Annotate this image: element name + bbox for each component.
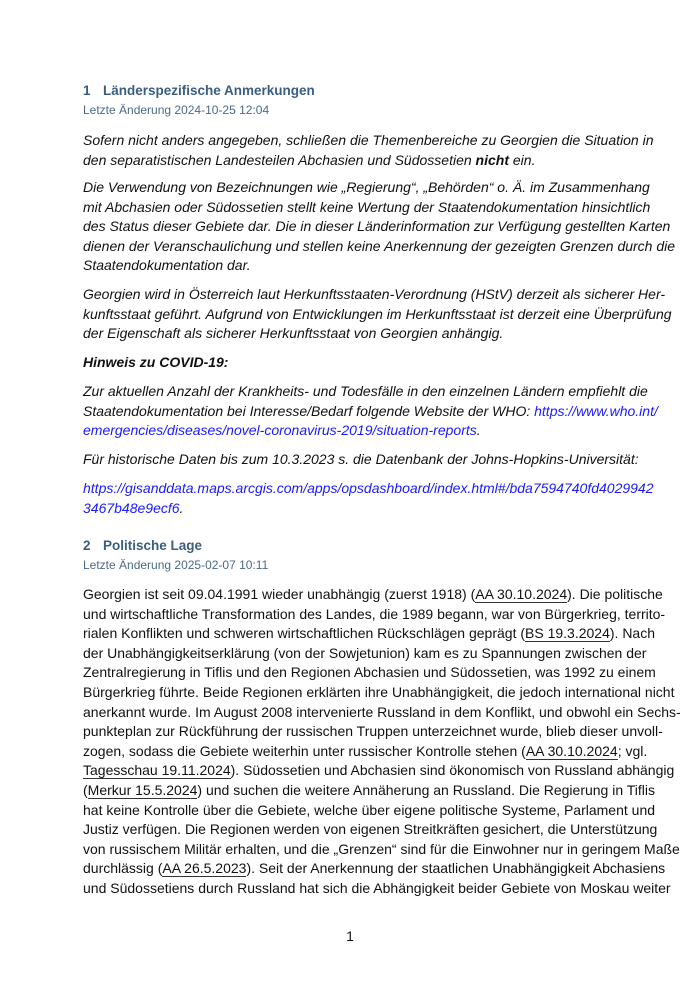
text-segment: ( (83, 781, 88, 798)
hyperlink[interactable]: emergencies/diseases/novel-coronavirus-2019/situation-reports (83, 422, 477, 439)
text-line (83, 499, 616, 519)
text-line (83, 624, 655, 644)
text-line (83, 801, 656, 821)
text-segment: den separatistischen Landesteilen Abchasien und Südossetien (83, 151, 476, 168)
text-line (83, 450, 639, 470)
text-line (83, 479, 654, 499)
text-segment: rialen Konflikten und schweren wirtschaftlichen Rückschlägen geprägt ( (83, 625, 526, 642)
text-segment: Sofern nicht anders angegeben, schließen die Themenbereiche zu Georgien die Situation in (83, 132, 654, 148)
text-line (83, 353, 616, 373)
text-segment: von russischem Militär erhalten, und die „Grenzen“ sind für die Einwohner nur in geringem Maße (83, 840, 680, 857)
text-segment: ). Nach (609, 625, 655, 642)
text-line (83, 178, 650, 198)
text-segment: punkteplan zur Rückführung der russischen Truppen unterzeichnet wurde, blieb dieser unvoll- (83, 723, 663, 740)
text-line (83, 703, 681, 723)
text-line (83, 256, 616, 276)
text-segment: ). Südossetien und Abchasien sind ökonomisch von Russland abhängig (230, 762, 675, 779)
text-segment: hat keine Kontrolle über die Gebiete, welche über eigene politische Systeme, Parlament und (83, 801, 656, 818)
text-segment: Georgien ist seit 09.04.1991 wieder unabhängig (zuerst 1918) ( (83, 586, 476, 602)
hyperlink[interactable]: 3467b48e9ecf6 (83, 499, 180, 516)
text-segment: ein. (509, 151, 536, 168)
citation-link[interactable]: BS 19.3.2024 (525, 625, 610, 642)
page-number: 1 (346, 928, 354, 944)
text-segment: nicht (475, 151, 509, 168)
paragraph (83, 178, 676, 276)
text-segment: kunftsstaat geführt. Aufgrund von Entwicklungen im Herkunftsstaat ist derzeit eine Überprüfung (83, 305, 672, 322)
text-line (83, 585, 663, 605)
text-segment: Zur aktuellen Anzahl der Krankheits- und Todesfälle in den einzelnen Ländern empfiehlt die (83, 383, 648, 399)
paragraph (83, 585, 681, 899)
paragraph (83, 353, 616, 373)
citation-link[interactable]: Merkur 15.5.2024 (87, 781, 198, 798)
text-line (83, 820, 658, 840)
text-line (83, 131, 654, 151)
citation-link[interactable]: AA 30.10.2024 (525, 742, 618, 759)
text-segment: mit Abchasien oder Südossetien stellt keine Wertung der Staatendokumentation hinsichtlich (83, 198, 651, 215)
section-title: Länderspezifische Anmerkungen (103, 83, 315, 98)
text-segment: Die Verwendung von Bezeichnungen wie „Regierung“, „Behörden“ o. Ä. im Zusammenhang (83, 179, 650, 195)
text-line (83, 722, 663, 742)
text-line (83, 605, 666, 625)
text-segment: zogen, sodass die Gebiete weiterhin unter russischer Kontrolle stehen ( (83, 742, 526, 759)
text-line (83, 324, 616, 344)
text-segment: des Status dieser Gebiete dar. Die in dieser Länderinformation zur Verfügung gestellten Karten (83, 218, 671, 235)
text-line (83, 781, 656, 801)
text-segment: ; vgl. (617, 742, 648, 759)
text-segment: Für historische Daten bis zum 10.3.2023 s. die Datenbank der Johns-Hopkins-Universität: (83, 451, 639, 467)
section-heading (83, 83, 616, 98)
text-line (83, 644, 647, 664)
text-line (83, 663, 656, 683)
text-segment: ). Die politische (567, 586, 663, 602)
text-segment: Staatendokumentation dar. (83, 257, 251, 274)
text-line (83, 305, 672, 325)
text-segment: dienen der Veranschaulichung und stellen keine Anerkennung der gezeigten Grenzen durch die (83, 237, 676, 254)
paragraph (83, 479, 654, 518)
text-segment: Justiz verfügen. Die Regionen werden von eigenen Streitkräften gesichert, die Unterstützung (83, 821, 658, 838)
hyperlink[interactable]: https://www.who.int/ (534, 402, 658, 419)
section-2-header (83, 538, 616, 572)
text-segment: Staatendokumentation bei Interesse/Bedarf folgende Website der WHO: (83, 402, 535, 419)
text-line (83, 761, 675, 781)
text-segment: der Unabhängigkeitserklärung (von der Sowjetunion) kam es zu Spannungen zwischen der (83, 644, 647, 661)
section-number: 1 (83, 83, 91, 98)
text-line (83, 421, 616, 441)
paragraph (83, 285, 672, 344)
text-segment: Georgien wird in Österreich laut Herkunftsstaaten-Verordnung (HStV) derzeit als sicherer Her- (83, 286, 666, 302)
text-line (83, 683, 675, 703)
text-segment: anerkannt wurde. Im August 2008 intervenierte Russland in dem Konflikt, und obwohl ein Sechs- (83, 703, 681, 720)
section-title: Politische Lage (103, 538, 203, 553)
section-1-header (83, 83, 616, 117)
paragraph (83, 450, 639, 470)
text-line (83, 198, 651, 218)
text-segment: ). Seit der Anerkennung der staatlichen Unabhängigkeit Abchasiens (246, 860, 666, 877)
text-line (83, 285, 666, 305)
text-segment: durchlässig ( (83, 860, 163, 877)
text-line (83, 382, 648, 402)
text-line (83, 402, 658, 422)
text-line (83, 840, 680, 860)
text-segment: und Südossetiens durch Russland hat sich die Abhängigkeit beider Gebiete von Moskau weiter (83, 879, 671, 896)
text-line (83, 879, 671, 899)
text-line (83, 742, 648, 762)
text-segment: . (476, 422, 481, 439)
hyperlink[interactable]: https://gisanddata.maps.arcgis.com/apps/opsdashboard/index.html#/bda7594740fd4029942 (83, 480, 654, 496)
text-segment: Bürgerkrieg führte. Beide Regionen erklärten ihre Unabhängigkeit, die jedoch international nicht (83, 683, 675, 700)
citation-link[interactable]: AA 26.5.2023 (162, 860, 247, 877)
text-segment: ) und suchen die weitere Annäherung an Russland. Die Regierung in Tiflis (197, 781, 656, 798)
citation-link[interactable]: Tagesschau 19.11.2024 (83, 762, 231, 779)
text-line (83, 237, 676, 257)
text-segment: Hinweis zu COVID-19: (83, 354, 229, 370)
section-heading (83, 538, 616, 553)
text-line (83, 217, 671, 237)
citation-link[interactable]: AA 30.10.2024 (475, 586, 568, 602)
paragraph (83, 382, 658, 441)
last-change: Letzte Änderung 2024-10-25 12:04 (83, 103, 270, 117)
section-number: 2 (83, 538, 91, 553)
text-segment: . (179, 499, 184, 516)
last-change: Letzte Änderung 2025-02-07 10:11 (83, 558, 269, 572)
paragraph (83, 131, 654, 170)
text-line (83, 859, 666, 879)
text-segment: Zentralregierung in Tiflis und den Regionen Abchasien und Südossetien, was 1992 zu einem (83, 664, 656, 681)
text-segment: und wirtschaftliche Transformation des Landes, die 1989 begann, war von Bürgerkrieg, territo- (83, 605, 666, 622)
text-line (83, 151, 616, 171)
text-segment: der Eigenschaft als sicherer Herkunftsstaat von Georgien anhängig. (83, 325, 504, 342)
